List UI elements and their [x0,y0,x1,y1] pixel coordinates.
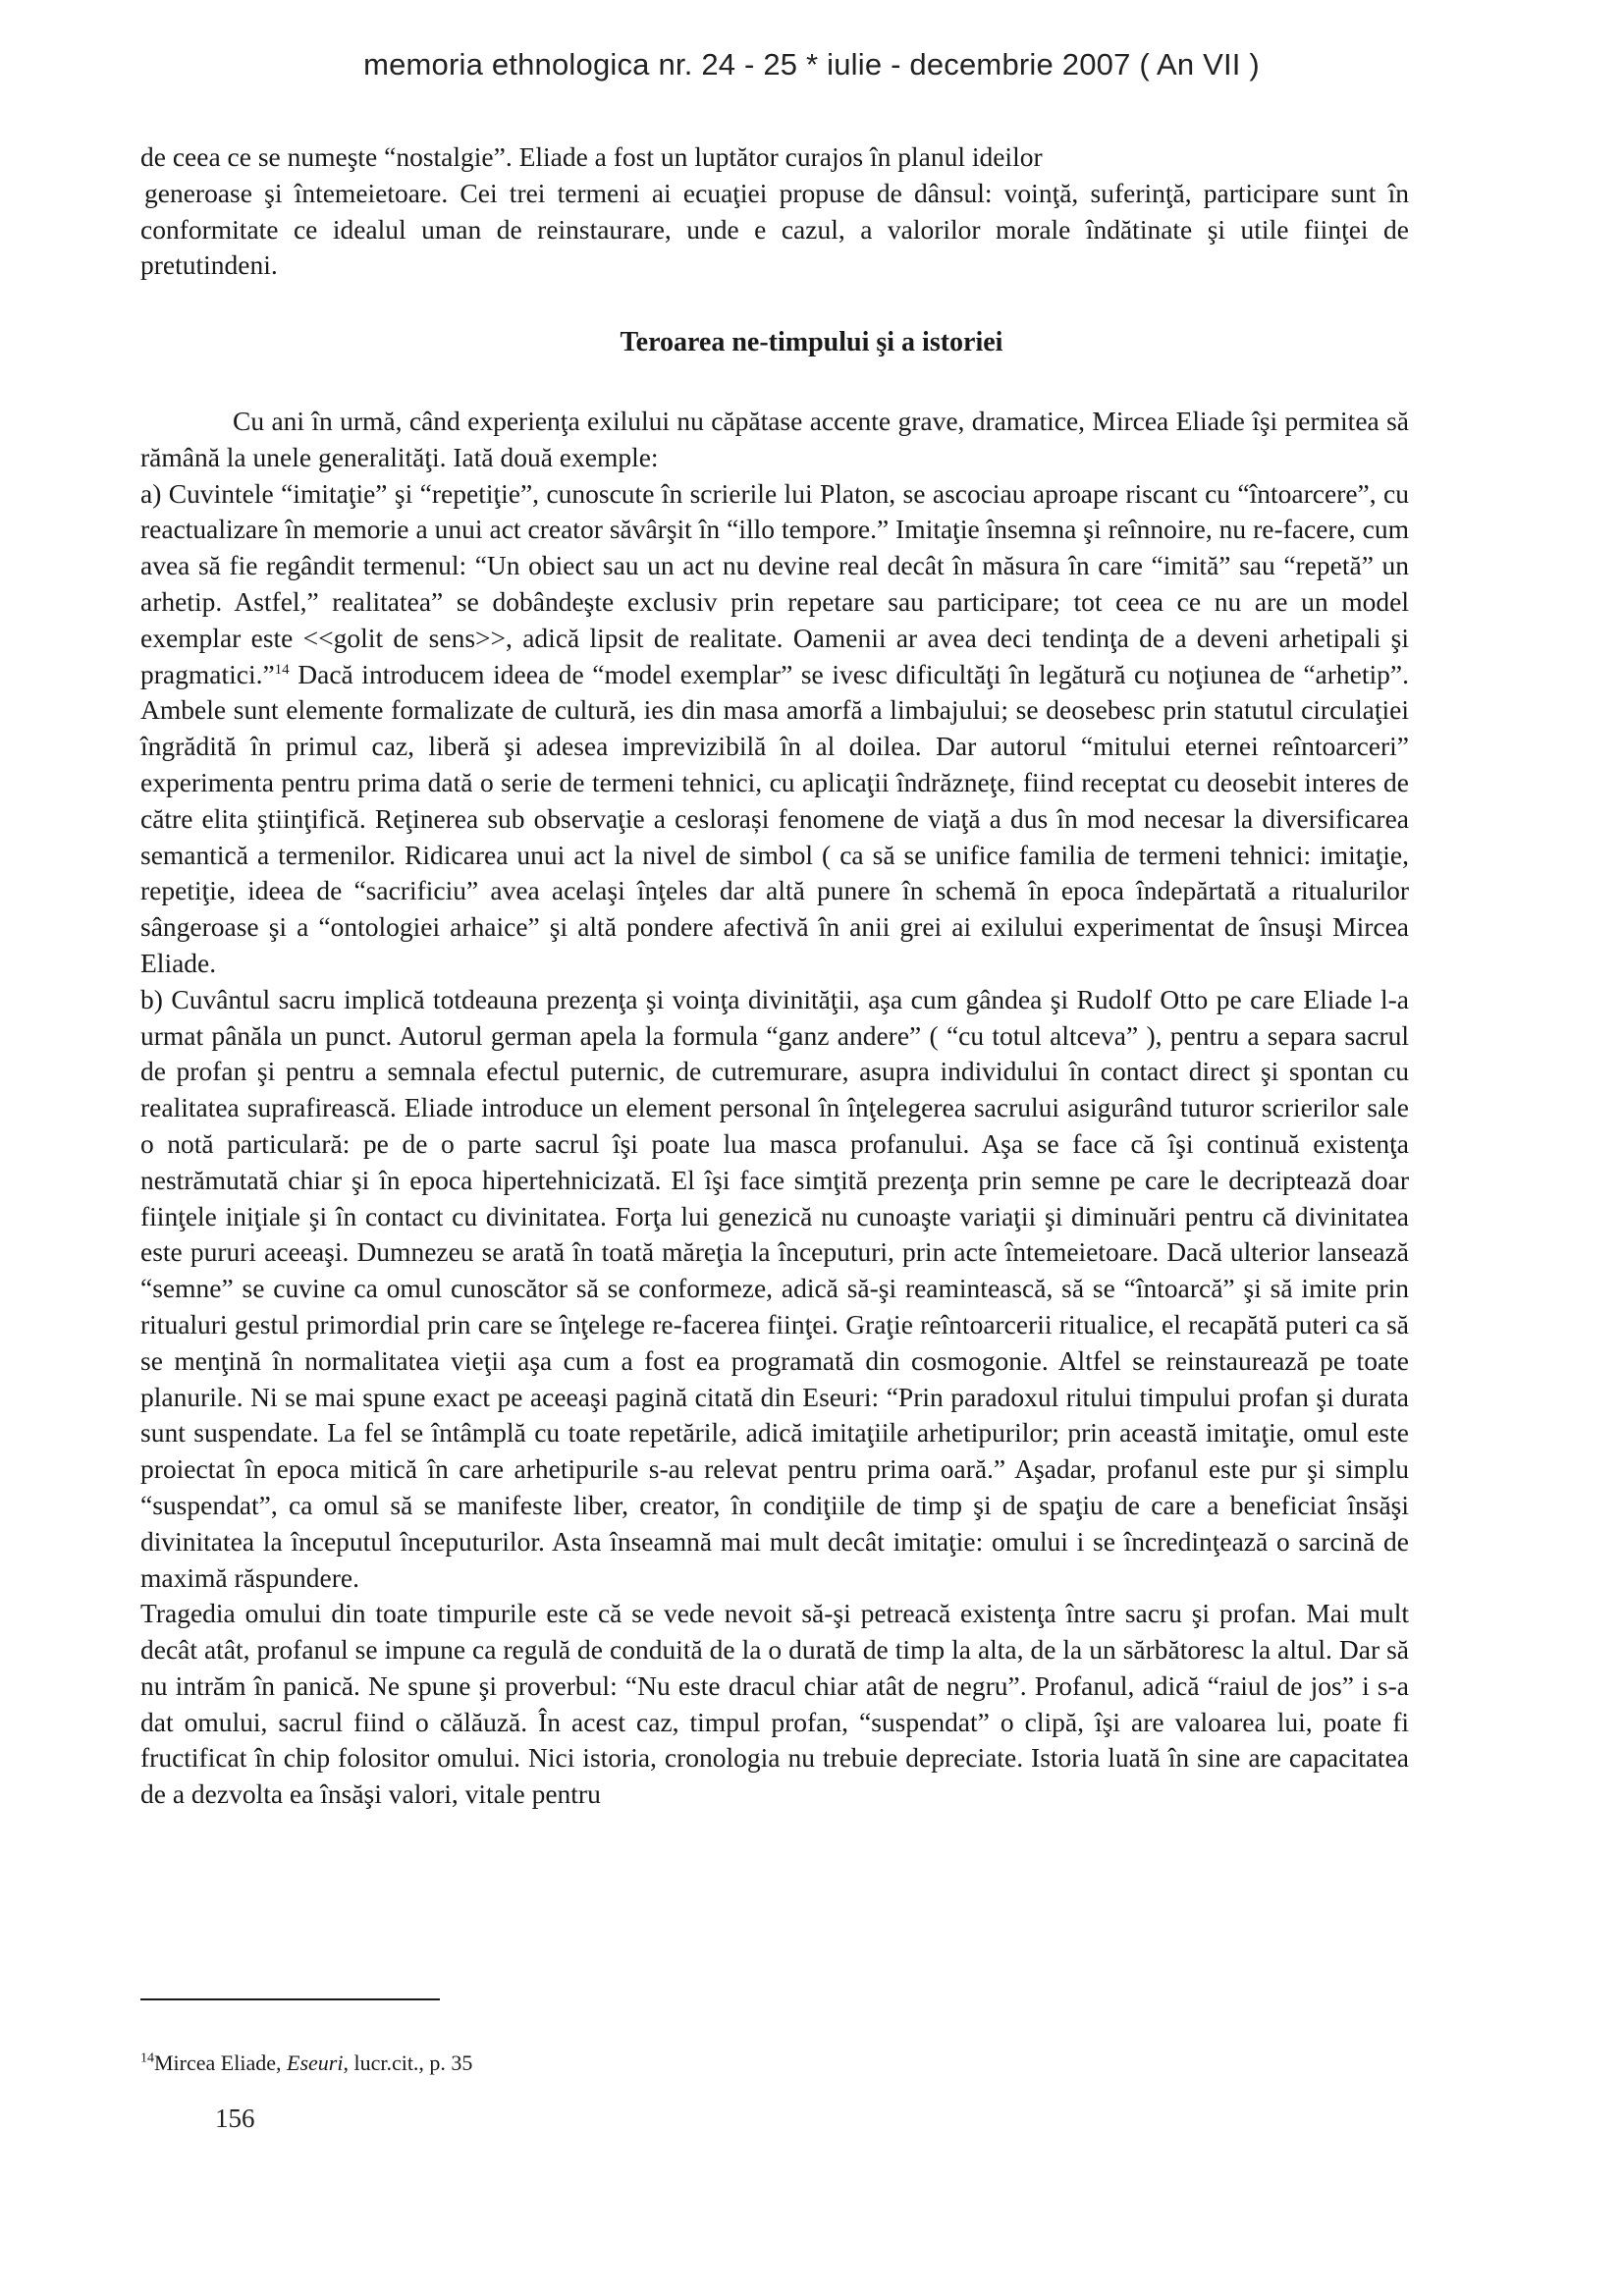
section-heading: Teroarea ne-timpului şi a istoriei [620,327,1003,357]
paragraph-1: Cu ani în urmă, când experienţa exilului nu căpătase accente grave, dramatice, Mircea Eliade îşi permitea să rămână la unele generalităţi. Iată două exemple: [140,406,1409,472]
intro-paragraph [140,139,1409,284]
footnote [140,2050,472,2076]
page-number: 156 [215,2104,255,2133]
paragraph-2 [140,476,1409,982]
footnote-divider [140,1998,440,2000]
footnote-number: 14 [140,2050,154,2066]
paragraph-2-part-1: a) Cuvintele “imitaţie” şi “repetiţie”, cunoscute în scrierile lui Platon, se ascociau aproape riscant cu “întoarcere”, cu reactualizare în memorie a unui act creator săvârşit în “illo tempore.” Imitaţie însemna şi reînnoire, nu re-facere, cum avea să fie regândit termenul: “Un obiect sau un act nu devine real decât în măsura în care “imită” sau “repetă” un arhetip. Astfel,” realitatea” se dobândeşte exclusiv prin repetare sau participare; tot ceea ce nu are un model exemplar este <<golit de sens>>, adică lipsit de realitate. Oamenii ar avea deci tendinţa de a deveni arhetipali şi pragmatici.” [140,477,1409,689]
paragraph-3: b) Cuvântul sacru implică totdeauna prezenţa şi voinţa divinităţii, aşa cum gândea şi Rudolf Otto pe care Eliade l-a urmat pânăla un punct. Autorul german apela la formula “ganz andere” ( “cu totul altceva” ), pentru a separa sacrul de profan şi pentru a semnala efectul puternic, de cutremurare, asupra individului în contact direct şi spontan cu realitatea suprafirească. Eliade introduce un element personal în înţelegerea sacrului asigurând tuturor scrierilor sale o notă particulară: pe de o parte sacrul îşi poate lua masca profanului. Aşa se face că îşi continuă existenţa nestrămutată chiar şi în epoca hipertehnicizată. El îşi face simţită prezenţa prin semne pe care le decriptează doar fiinţele iniţiale şi în contact cu divinitatea. Forţa lui genezică nu cunoaşte variaţii şi diminuări pentru că divinitatea este pururi aceeaşi. Dumnezeu se arată în toată măreţia la începuturi, prin acte întemeietoare. Dacă ulterior lansează “semne” se cuvine ca omul cunoscător să se conformeze, adică să-şi reamintească, să se “întoarcă” şi să imite prin ritualuri gestul primordial prin care se înţelege re-facerea fiinţei. Graţie reîntoarcerii ritualice, el recapătă puteri ca să se menţină în normalitatea vieţii aşa cum a fost ea programată din cosmogonie. Altfel se reinstaurează pe toate planurile. Ni se mai spune exact pe aceeaşi pagină citată din Eseuri: “Prin paradoxul ritului timpului profan şi durata sunt suspendate. La fel se întâmplă cu toate repetările, adică imitaţiile arhetipurilor; prin această imitaţie, omul este proiectat în epoca mitică în care arhetipurile s-au relevat pentru prima oară.” Aşadar, profanul este pur şi simplu “suspendat”, ca omul să se manifeste liber, creator, în condiţiile de timp şi de spaţiu de care a beneficiat însăşi divinitatea la începutul începuturilor. Asta înseamnă mai mult decât imitaţie: omului i se încredinţează o sarcină de maximă răspundere. [140,983,1409,1593]
paragraph-2-part-2: Dacă introducem ideea de “model exemplar” se ivesc dificultăţi în legătură cu noţiunea de “arhetip”. Ambele sunt elemente formalizate de cultură, ies din masa amorfă a limbajului; se deosebesc prin statutul circulaţiei îngrădită în primul caz, liberă şi adesea imprevizibilă în al doilea. Dar autorul “mitului eternei reîntoarceri” experimenta pentru prima dată o serie de termeni tehnici, cu aplicaţii îndrăzneţe, fiind receptat cu deosebit interes de către elita ştiinţifică. Reţinerea sub observaţie a ceslorași fenomene de viaţă a dus în mod necesar la diversificarea semantică a termenilor. Ridicarea unui act la nivel de simbol ( ca să se unifice familia de termeni tehnici: imitaţie, repetiţie, ideea de “sacrificiu” avea acelaşi înţeles dar altă punere în schemă în epoca îndepărtată a ritualurilor sângeroase şi a “ontologiei arhaice” şi altă pondere afectivă în anii grei ai exilului experimentat de însuşi Mircea Eliade. [140,658,1409,978]
intro-continuation: generoase şi întemeietoare. Cei trei termeni ai ecuaţiei propuse de dânsul: voinţă, suferinţă, participare sunt în conformitate ce idealul uman de reinstaurare, unde e cazul, a valorilor morale îndătinate şi utile fiinţei de pretutindeni. [140,177,1409,281]
footnote-author: Mircea Eliade, [154,2050,287,2075]
body-text [140,404,1409,1813]
paragraph-4: Tragedia omului din toate timpurile este că se vede nevoit să-şi petreacă existenţa între sacru şi profan. Mai mult decât atât, profanul se impune ca regulă de conduită de la o durată de timp la alta, de la un sărbătoresc la altul. Dar să nu intrăm în panică. Ne spune şi proverbul: “Nu este dracul chiar atât de negru”. Profanul, adică “raiul de jos” i s-a dat omului, sacrul fiind o călăuză. În acest caz, timpul profan, “suspendat” o clipă, îşi are valoarea lui, poate fi fructificat în chip folositor omului. Nici istoria, cronologia nu trebuie depreciate. Istoria luată în sine are capacitatea de a dezvolta ea însăşi valori, vitale pentru [140,1598,1409,1810]
footnote-reference[interactable]: 14 [274,661,290,678]
footnote-rest: , lucr.cit., p. 35 [343,2050,473,2075]
footnote-title: Eseuri [287,2050,344,2075]
intro-line-1: de ceea ce se numeşte “nostalgie”. Eliade a fost un luptător curajos în planul ideilor [140,141,1043,172]
running-header: memoria ethnologica nr. 24 - 25 * iulie - decembrie 2007 ( An VII ) [363,47,1260,82]
